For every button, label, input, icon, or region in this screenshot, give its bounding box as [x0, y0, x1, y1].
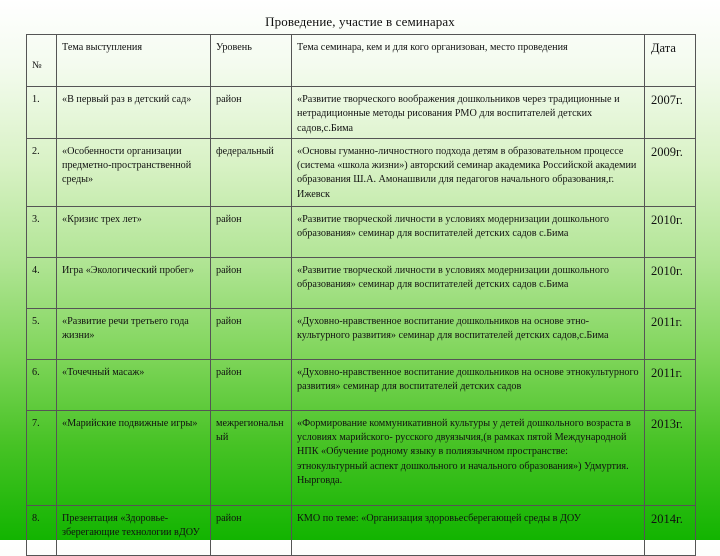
row-description: «Формирование коммуникативной культуры у детей дошкольного возраста в условиях марийского- русского двуязычия,(в рамках пятой Международной НПК «Обучение родному языку в полиязычном пространстве: этнокультурный аспект дошкольного и начального образования») Удмуртия. Нырговда. [292, 410, 645, 505]
row-topic: «Кризис трех лет» [57, 206, 211, 257]
row-num: 3. [27, 206, 57, 257]
table-row [27, 87, 696, 139]
row-num: 8. [27, 505, 57, 555]
row-num: 7. [27, 410, 57, 505]
row-description: «Развитие творческой личности в условиях модернизации дошкольного образования» семинар для воспитателей детских садов с.Бима [292, 257, 645, 308]
table-header-row [27, 35, 696, 87]
table-row [27, 206, 696, 257]
row-num: 2. [27, 138, 57, 206]
table-row [27, 257, 696, 308]
row-date: 2013г. [645, 410, 696, 505]
header-topic: Тема выступления [57, 35, 211, 87]
row-topic: «Особенности организации предметно-пространственной среды» [57, 138, 211, 206]
row-num: 5. [27, 308, 57, 359]
row-topic: «Точечный масаж» [57, 359, 211, 410]
row-description: «Духовно-нравственное воспитание дошкольников на основе этнокультурного развития» семинар для воспитателей детских садов [292, 359, 645, 410]
row-level: район [211, 257, 292, 308]
row-level: район [211, 308, 292, 359]
row-level: район [211, 359, 292, 410]
row-topic: «В первый раз в детский сад» [57, 87, 211, 139]
row-description: «Духовно-нравственное воспитание дошкольников на основе этно-культурного развития» семинар для воспитателей детских садов,с.Бима [292, 308, 645, 359]
row-date: 2010г. [645, 206, 696, 257]
table-row [27, 410, 696, 505]
table-row [27, 138, 696, 206]
row-num: 1. [27, 87, 57, 139]
header-num: № [27, 35, 57, 87]
row-topic: Презентация «Здоровье-зберегающие технологии вДОУ [57, 505, 211, 555]
row-level: район [211, 206, 292, 257]
row-date: 2014г. [645, 505, 696, 555]
page-title: Проведение, участие в семинарах [265, 14, 455, 29]
header-level: Уровень [211, 35, 292, 87]
row-date: 2007г. [645, 87, 696, 139]
row-level: район [211, 505, 292, 555]
row-topic: «Развитие речи третьего года жизни» [57, 308, 211, 359]
row-level: район [211, 87, 292, 139]
row-level: межрегиональный [211, 410, 292, 505]
row-date: 2010г. [645, 257, 696, 308]
row-description: «Основы гуманно-личностного подхода детям в образовательном процессе (система «школа жизни») авторский семинар академика Российской академии образования Ш.А. Амонашвили для педагогов начального образования,г. Ижевск [292, 138, 645, 206]
seminars-table [26, 34, 696, 556]
row-topic: Игра «Экологический пробег» [57, 257, 211, 308]
row-description: «Развитие творческого воображения дошкольников через традиционные и нетрадиционные методы рисования РМО для воспитателей детских садов,с.Бима [292, 87, 645, 139]
table-row [27, 308, 696, 359]
row-topic: «Марийские подвижные игры» [57, 410, 211, 505]
row-date: 2009г. [645, 138, 696, 206]
row-num: 4. [27, 257, 57, 308]
row-date: 2011г. [645, 308, 696, 359]
row-date: 2011г. [645, 359, 696, 410]
table-row [27, 505, 696, 555]
header-date: Дата [645, 35, 696, 87]
header-description: Тема семинара, кем и для кого организован, место проведения [292, 35, 645, 87]
row-level: федеральный [211, 138, 292, 206]
table-row [27, 359, 696, 410]
row-num: 6. [27, 359, 57, 410]
row-description: «Развитие творческой личности в условиях модернизации дошкольного образования» семинар для воспитателей детских садов с.Бима [292, 206, 645, 257]
row-description: КМО по теме: «Организация здоровьесберегающей среды в ДОУ [292, 505, 645, 555]
